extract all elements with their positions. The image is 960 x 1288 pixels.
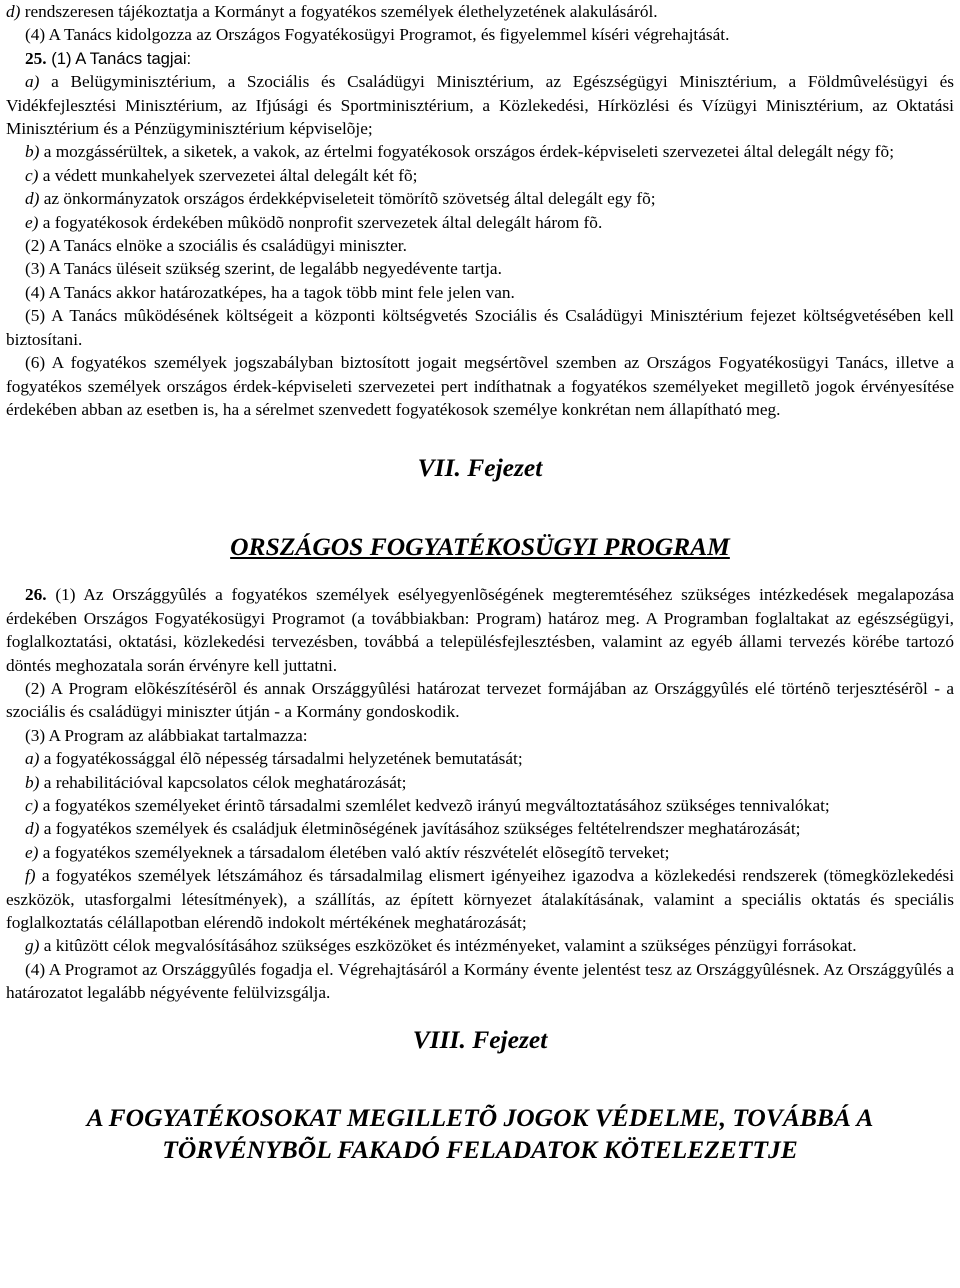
section-26-paragraph-1 (6, 583, 954, 677)
item-letter: d) (6, 2, 21, 21)
list-item-b (6, 140, 954, 163)
item-letter: e) (25, 842, 39, 862)
item-letter: c) (25, 795, 39, 815)
chapter-title-line-2: TÖRVÉNYBÕL FAKADÓ FELADATOK KÖTELEZETTJE (162, 1134, 798, 1164)
paragraph-d-continued (6, 0, 954, 23)
item-text: a mozgássérültek, a siketek, a vakok, az értelmi fogyatékosok országos érdek-képviseleti szervezetei által delegált négy fõ; (39, 142, 895, 162)
item-letter: b) (25, 142, 40, 162)
paragraph-2: (2) A Tanács elnöke a szociális és családügyi miniszter. (25, 236, 407, 256)
list-item-a (6, 747, 954, 770)
item-text: a rehabilitációval kapcsolatos célok meghatározását; (39, 772, 407, 792)
list-item-c (6, 164, 954, 187)
list-item-b (6, 771, 954, 794)
item-text: a Belügyminisztérium, a Szociális és Családügyi Minisztérium, az Egészségügyi Minisztérium, a Földmûvelésügyi és Vidékfejlesztési Minisztérium, az Ifjúsági és Sportminisztérium, a Közlekedési, Hírközlési és Vízügyi Minisztérium, az Oktatási Minisztérium és a Pénzügyminisztérium képviselõje; (6, 72, 954, 139)
list-item-f (6, 864, 954, 934)
section-26-paragraph-3: (3) A Program az alábbiakat tartalmazza: (25, 725, 308, 745)
list-item-g (6, 934, 954, 957)
item-letter: b) (25, 772, 40, 792)
section-26-paragraph-4: (4) A Programot az Országgyûlés fogadja el. Végrehajtásáról a Kormány évente jelentést tesz az Országgyûlésnek. Az Országgyûlés a határozatot legalább négyévente felülvizsgálja. (6, 959, 954, 1003)
item-letter: g) (25, 936, 40, 956)
list-item-c (6, 794, 954, 817)
item-text: a fogyatékos személyeket érintõ társadalmi szemlélet kedvezõ irányú megváltoztatásához szükséges tennivalókat; (38, 795, 830, 815)
item-text: a fogyatékossággal élõ népesség társadalmi helyzetének bemutatását; (39, 749, 523, 769)
item-text: a fogyatékosok érdekében mûködõ nonprofit szervezetek által delegált három fõ. (38, 212, 603, 232)
item-letter: c) (25, 165, 39, 185)
chapter-heading: VII. Fejezet (417, 453, 543, 483)
paragraph-6: (6) A fogyatékos személyek jogszabályban biztosított jogait megsértõvel szemben az Országos Fogyatékosügyi Tanács, illetve a fogyatékos személyek országos érdek-képviseleti szervezetei pert indíthatnak a fogyatékos személyeket megilletõ jogok érvényesítése érdekében abban az esetben is, ha a sérelmet szenvedett fogyatékosok személye konkrétan nem állapítható meg. (6, 353, 954, 419)
section-26-paragraph-2: (2) A Program elõkészítésérõl és annak Országgyûlési határozat tervezet formájában az Országgyûlés elé történõ terjesztésérõl - a szociális és családügyi miniszter útján - a Kormány gondoskodik. (6, 678, 954, 722)
item-text: a védett munkahelyek szervezetei által delegált két fõ; (38, 165, 418, 185)
paragraph-4b: (4) A Tanács akkor határozatképes, ha a tagok több mint fele jelen van. (25, 282, 515, 302)
item-letter: e) (25, 212, 39, 232)
item-text: az önkormányzatok országos érdekképviseleteit tömörítõ szövetség által delegált egy fõ; (39, 189, 656, 209)
list-item-a (6, 70, 954, 140)
list-item-d (6, 817, 954, 840)
item-text: a fogyatékos személyek és családjuk életminõségének javításához szükséges feltételrendszer meghatározását; (39, 819, 801, 839)
item-text: a fogyatékos személyek létszámához és társadalmilag elismert igényeihez igazodva a közlekedési rendszerek (tömegközlekedési eszközök, utasforgalmi létesítmények), a szállítás, az épített környezet átalakításának, valamint a speciális oktatás és speciális foglalkoztatás célállapotban elérendõ indokolt mértékének meghatározását; (6, 866, 954, 932)
list-item-e (6, 841, 954, 864)
paragraph-5: (5) A Tanács mûködésének költségeit a központi költségvetés Szociális és Családügyi Minisztérium fejezet költségvetésében kell biztosítani. (6, 306, 954, 349)
list-item-e (6, 211, 954, 234)
item-text: a fogyatékos személyeknek a társadalom életében való aktív részvételét elõsegítõ terveket; (38, 842, 670, 862)
section-25-block (0, 0, 960, 421)
item-text: a kitûzött célok megvalósításához szükséges eszközöket és intézményeket, valamint a szükséges pénzügyi forrásokat. (39, 936, 857, 956)
section-number: 25. (25, 48, 47, 68)
section-25-intro-text: (1) A Tanács tagjai: (46, 48, 192, 68)
chapter-heading: VIII. Fejezet (412, 1024, 548, 1054)
list-item-d (6, 187, 954, 210)
paragraph-4: (4) A Tanács kidolgozza az Országos Fogyatékosügyi Programot, és figyelemmel kíséri végrehajtását. (25, 25, 730, 45)
paragraph-3: (3) A Tanács üléseit szükség szerint, de legalább negyedévente tartja. (25, 259, 502, 279)
chapter-7-heading-block (0, 453, 960, 562)
section-25-intro (6, 47, 954, 70)
item-letter: f) (25, 866, 36, 886)
item-letter: d) (25, 819, 40, 839)
chapter-title-line-1: A FOGYATÉKOSOKAT MEGILLETÕ JOGOK VÉDELME, TOVÁBBÁ A (86, 1102, 874, 1132)
paragraph-text: (1) Az Országgyûlés a fogyatékos személyek esélyegyenlõségének megteremtéséhez szükséges intézkedések megalapozása érdekében Országos Fogyatékosügyi Programot (a továbbiakban: Program) határoz meg. A Programban foglaltakat az egészségügyi, foglalkoztatási, oktatási, közlekedési tervezésben, továbbá a településfejlesztésben, valamint az egyéb állami tervezés körébe tartozó döntés meghozatala során érvényre kell juttatni. (6, 585, 954, 675)
item-letter: d) (25, 189, 40, 209)
section-26-block (0, 583, 960, 1004)
item-text: rendszeresen tájékoztatja a Kormányt a fogyatékos személyek élethelyzetének alakulásáról. (20, 2, 658, 21)
item-letter: a) (25, 72, 40, 92)
item-letter: a) (25, 749, 40, 769)
chapter-title: ORSZÁGOS FOGYATÉKOSÜGYI PROGRAM (230, 532, 730, 562)
section-number: 26. (25, 585, 47, 605)
chapter-8-heading-block (0, 1025, 960, 1166)
